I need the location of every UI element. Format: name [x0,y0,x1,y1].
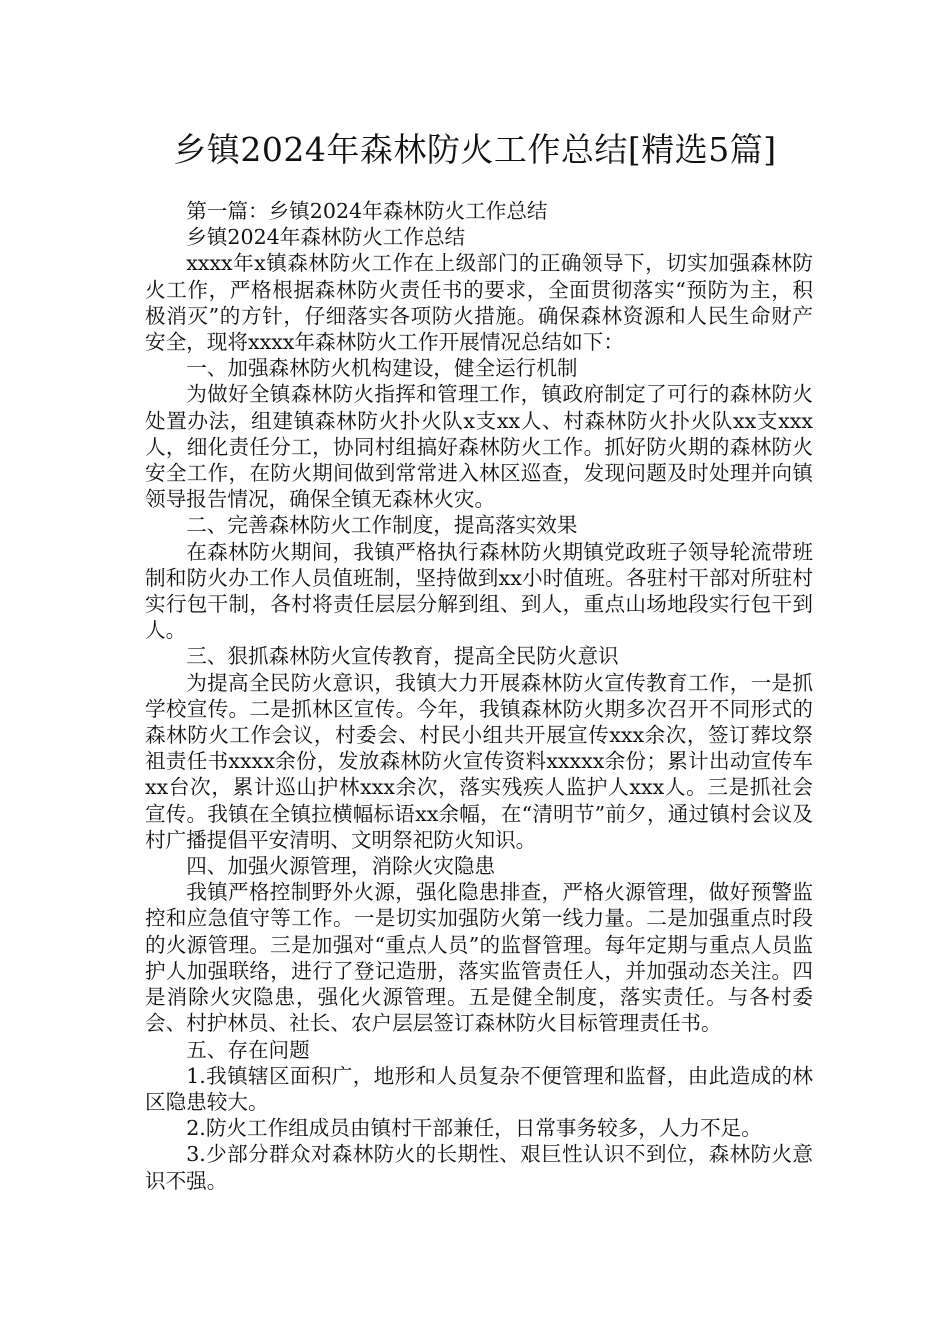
paragraph-heading-5: 五、存在问题 [186,1037,310,1062]
paragraph-issue-3: 3.少部分群众对森林防火的长期性、艰巨性认识不到位，森林防火意识不强。 [145,1142,813,1193]
paragraph-body-4: 我镇严格控制野外火源，强化隐患排查，严格火源管理，做好预警监控和应急值守等工作。一是切实加强防火第一线力量。二是加强重点时段的火源管理。三是加强对“重点人员”的监督管理。每年定期与重点人员监护人加强联络，进行了登记造册，落实监管责任人，并加强动态关注。四是消除火灾隐患，强化火源管理。五是健全制度，落实责任。与各村委会、村护林员、社长、农户层层签订森林防火目标管理责任书。 [145,880,813,1036]
paragraph-body-1: 为做好全镇森林防火指挥和管理工作，镇政府制定了可行的森林防火处置办法，组建镇森林防火扑火队x支xx人、村森林防火扑火队xx支xxx人，细化责任分工，协同村组搞好森林防火工作。抓好防火期的森林防火安全工作，在防火期间做到常常进入林区巡查，发现问题及时处理并向镇领导报告情况，确保全镇无森林火灾。 [145,382,813,512]
document-body [145,198,813,1194]
paragraph-body-3: 为提高全民防火意识，我镇大力开展森林防火宣传教育工作，一是抓学校宣传。二是抓林区宣传。今年，我镇森林防火期多次召开不同形式的森林防火工作会议，村委会、村民小组共开展宣传xxx余次，签订葬坟祭祖责任书xxxx余份，发放森林防火宣传资料xxxxx余份；累计出动宣传车xx台次，累计巡山护林xxx余次，落实残疾人监护人xxx人。三是抓社会宣传。我镇在全镇拉横幅标语xx余幅，在“清明节”前夕，通过镇村会议及村广播提倡平安清明、文明祭祀防火知识。 [145,670,813,852]
paragraph-heading-2: 二、完善森林防火工作制度，提高落实效果 [186,513,578,538]
paragraph-section-heading: 第一篇：乡镇2024年森林防火工作总结 [186,199,548,223]
paragraph-body-2: 在森林防火期间，我镇严格执行森林防火期镇党政班子领导轮流带班制和防火办工作人员值班制，坚持做到xx小时值班。各驻村干部对所驻村实行包干制，各村将责任层层分解到组、到人，重点山场地段实行包干到人。 [145,539,813,643]
document-title: 乡镇2024年森林防火工作总结[精选5篇] [173,130,777,169]
paragraph-intro: xxxx年x镇森林防火工作在上级部门的正确领导下，切实加强森林防火工作，严格根据森林防火责任书的要求，全面贯彻落实“预防为主，积极消灭”的方针，仔细落实各项防火措施。确保森林资源和人民生命财产安全，现将xxxx年森林防火工作开展情况总结如下： [145,251,813,355]
paragraph-subtitle: 乡镇2024年森林防火工作总结 [186,225,466,250]
paragraph-heading-4: 四、加强火源管理，消除火灾隐患 [186,854,496,879]
paragraph-heading-3: 三、狠抓森林防火宣传教育，提高全民防火意识 [186,644,619,669]
paragraph-heading-1: 一、加强森林防火机构建设，健全运行机制 [186,356,578,381]
paragraph-issue-1: 1.我镇辖区面积广，地形和人员复杂不便管理和监督，由此造成的林区隐患较大。 [145,1063,813,1114]
paragraph-issue-2: 2.防火工作组成员由镇村干部兼任，日常事务较多，人力不足。 [186,1116,762,1141]
